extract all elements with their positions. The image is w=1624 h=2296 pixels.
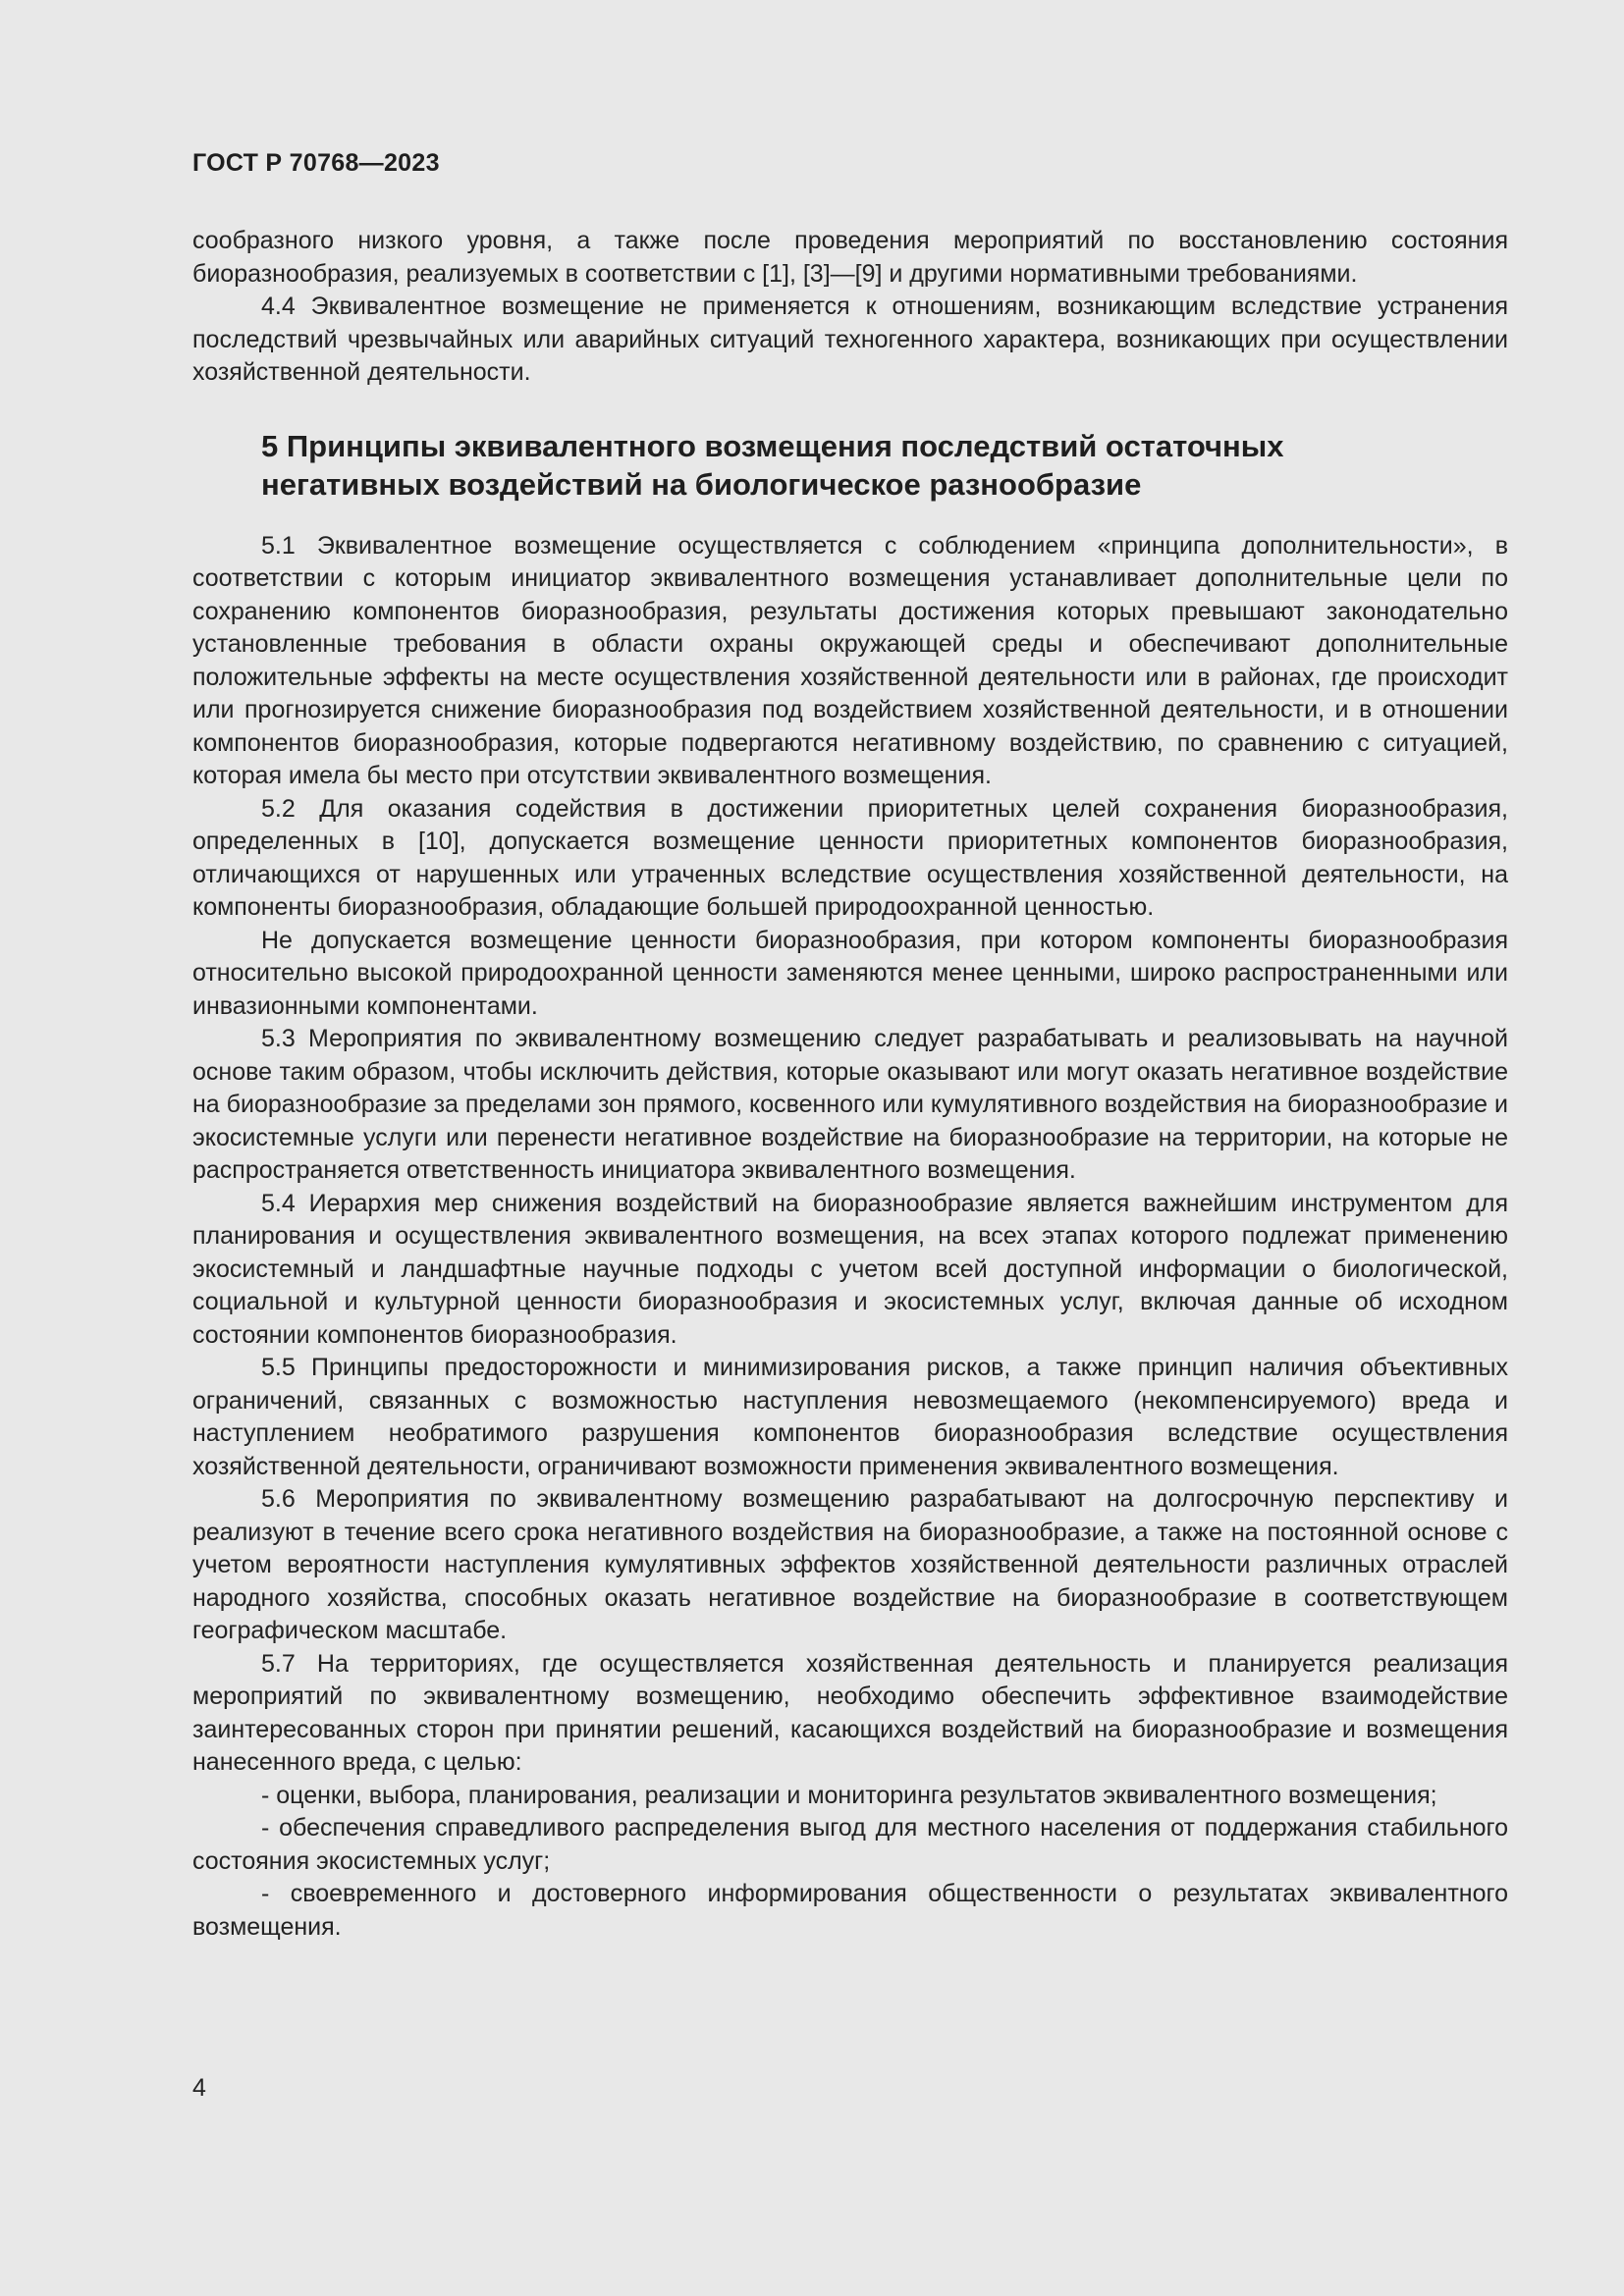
paragraph-continuation: сообразного низкого уровня, а также после проведения мероприятий по восстановлению состояния биоразнообразия, реализуемых в соответствии с [1], [3]—[9] и другими нормативными требованиями. (192, 227, 1508, 288)
section-title-line-2: негативных воздействий на биологическое разнообразие (261, 466, 1142, 502)
section-title-line-1: 5 Принципы эквивалентного возмещения последствий остаточных (261, 428, 1284, 463)
section-5-title (261, 427, 1508, 504)
list-item: - обеспечения справедливого распределения выгод для местного населения от поддержания стабильного состояния экосистемных услуг; (192, 1814, 1508, 1875)
document-body (192, 225, 1508, 1944)
paragraph-5-1: 5.1 Эквивалентное возмещение осуществляется с соблюдением «принципа дополнительности», в соответствии с которым инициатор эквивалентного возмещения устанавливает дополнительные цели по сохранению компонентов биоразнообразия, результаты достижения которых превышают законодательно установленные требования в области охраны окружающей среды и обеспечивают дополнительные положительные эффекты на месте осуществления хозяйственной деятельности или в районах, где происходит или прогнозируется снижение биоразнообразия под воздействием хозяйственной деятельности, и в отношении компонентов биоразнообразия, которые подвергаются негативному воздействию, по сравнению с ситуацией, которая имела бы место при отсутствии эквивалентного возмещения. (192, 531, 1508, 789)
paragraph-4-4: 4.4 Эквивалентное возмещение не применяется к отношениям, возникающим вследствие устранения последствий чрезвычайных или аварийных ситуаций техногенного характера, возникающих при осуществлении хозяйственной деятельности. (192, 293, 1508, 386)
list-item: - оценки, выбора, планирования, реализации и мониторинга результатов эквивалентного возмещения; (261, 1781, 1437, 1809)
document-header: ГОСТ Р 70768—2023 (192, 149, 440, 177)
paragraph-5-2-cont: Не допускается возмещение ценности биоразнообразия, при котором компоненты биоразнообразия относительно высокой природоохранной ценности заменяются менее ценными, широко распространенными или инвазионными компонентами. (192, 926, 1508, 1020)
paragraph-5-2: 5.2 Для оказания содействия в достижении приоритетных целей сохранения биоразнообразия, определенных в [10], допускается возмещение ценности приоритетных компонентов биоразнообразия, отличающихся от нарушенных или утраченных вследствие осуществления хозяйственной деятельности, на компоненты биоразнообразия, обладающие большей природоохранной ценностью. (192, 794, 1508, 921)
paragraph-5-6: 5.6 Мероприятия по эквивалентному возмещению разрабатывают на долгосрочную перспективу и реализуют в течение всего срока негативного воздействия на биоразнообразие, а также на постоянной основе с учетом вероятности наступления кумулятивных эффектов хозяйственной деятельности различных отраслей народного хозяйства, способных оказать негативное воздействие на биоразнообразие в соответствующем географическом масштабе. (192, 1485, 1508, 1644)
list-item: - своевременного и достоверного информирования общественности о результатах эквивалентного возмещения. (192, 1880, 1508, 1941)
paragraph-5-5: 5.5 Принципы предосторожности и минимизирования рисков, а также принцип наличия объективных ограничений, связанных с возможностью наступления невозмещаемого (некомпенсируемого) вреда и наступлением необратимого разрушения компонентов биоразнообразия вследствие осуществления хозяйственной деятельности, ограничивают возможности применения эквивалентного возмещения. (192, 1354, 1508, 1480)
paragraph-5-3: 5.3 Мероприятия по эквивалентному возмещению следует разрабатывать и реализовывать на научной основе таким образом, чтобы исключить действия, которые оказывают или могут оказать негативное воздействие на биоразнообразие за пределами зон прямого, косвенного или кумулятивного воздействия на биоразнообразие и экосистемные услуги или перенести негативное воздействие на биоразнообразие на территории, на которые не распространяется ответственность инициатора эквивалентного возмещения. (192, 1025, 1508, 1184)
paragraph-5-4: 5.4 Иерархия мер снижения воздействий на биоразнообразие является важнейшим инструментом для планирования и осуществления эквивалентного возмещения, на всех этапах которого подлежат применению экосистемный и ландшафтные научные подходы с учетом всей доступной информации о биологической, социальной и культурной ценности биоразнообразия и экосистемных услуг, включая данные об исходном состоянии компонентов биоразнообразия. (192, 1189, 1508, 1349)
page-number: 4 (192, 2074, 206, 2102)
paragraph-5-7: 5.7 На территориях, где осуществляется хозяйственная деятельность и планируется реализация мероприятий по эквивалентному возмещению, необходимо обеспечить эффективное взаимодействие заинтересованных сторон при принятии решений, касающихся воздействий на биоразнообразие и возмещения нанесенного вреда, с целью: (192, 1649, 1508, 1776)
